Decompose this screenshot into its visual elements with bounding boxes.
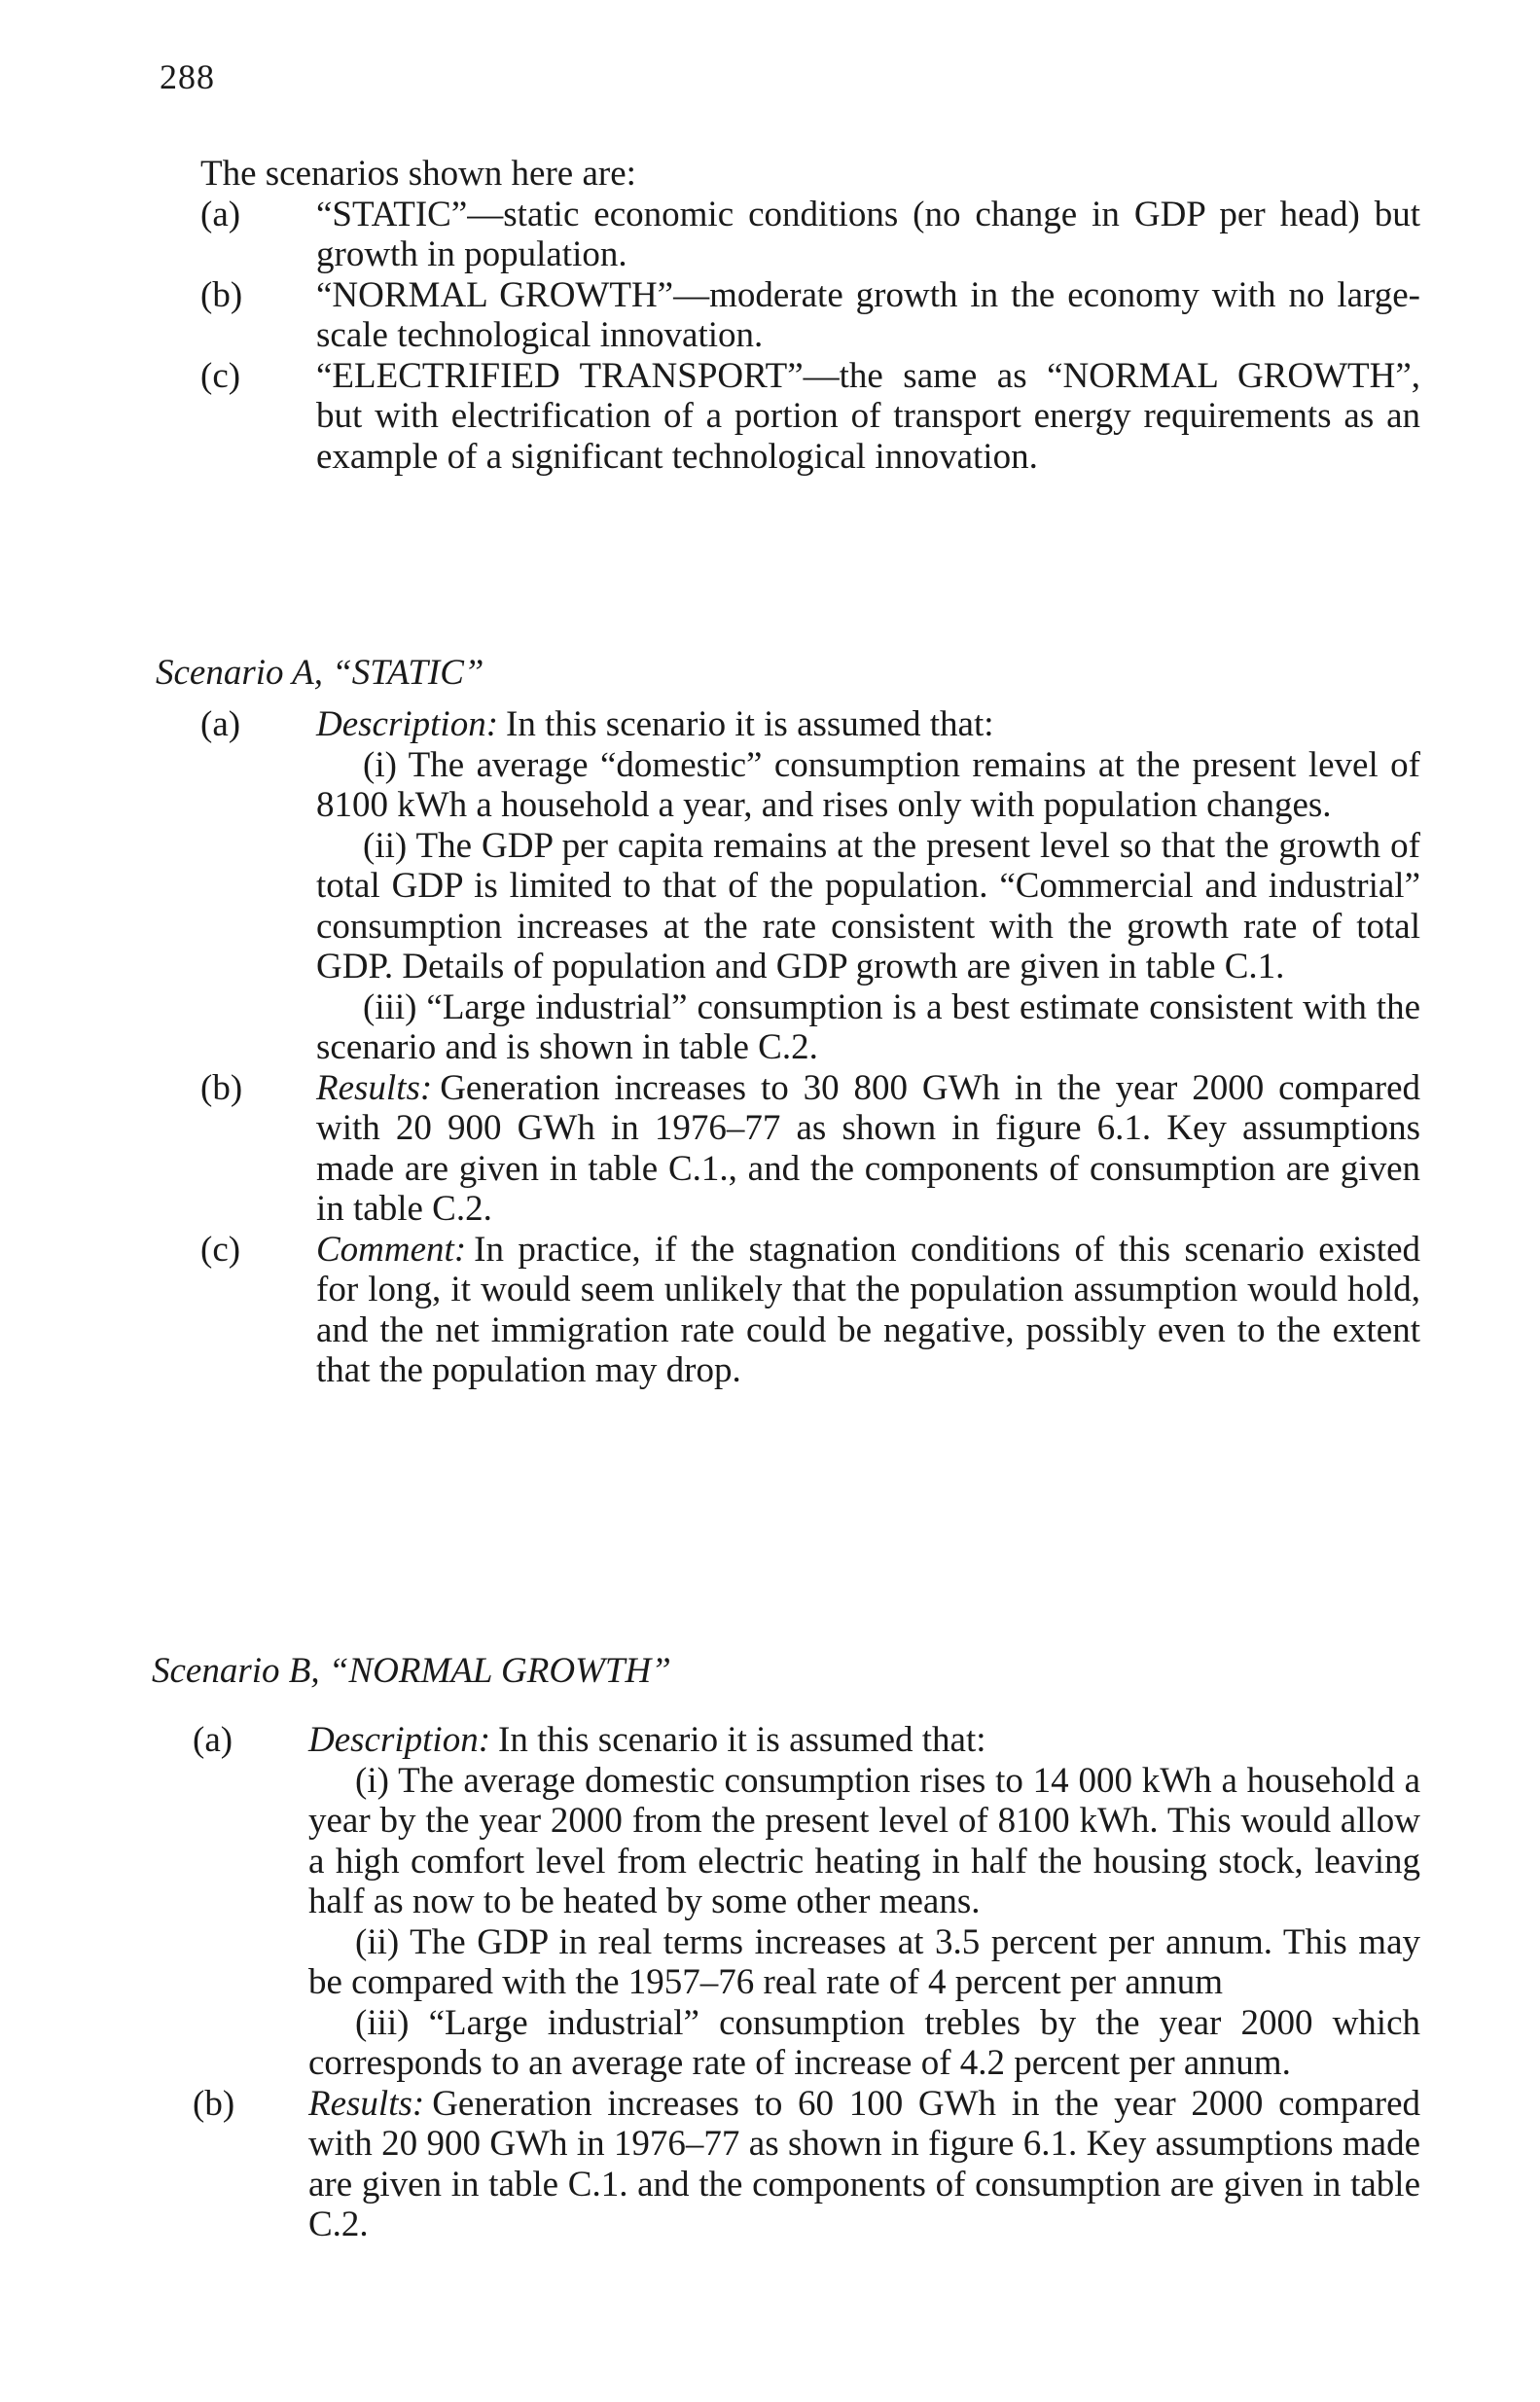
scenario-a-point-iii <box>316 987 1420 1068</box>
results-title: Results: <box>308 2083 425 2124</box>
scenario-b-description <box>193 1720 1420 1761</box>
intro-item-c <box>200 356 1420 478</box>
point-text: The GDP per capita remains at the present level so that the growth of total GDP is limited to that of the population. “Commercial and industrial” consumption increases at the rate consistent with the growth rate of total GDP. Details of population and GDP growth are given in table C.1. <box>316 825 1420 986</box>
page-number: 288 <box>160 57 215 96</box>
point-text: “Large industrial” consumption trebles by the year 2000 which corresponds to an average rate of increase of 4.2 percent per annum. <box>308 2002 1421 2083</box>
comment-title: Comment: <box>316 1229 467 1270</box>
item-label: (b) <box>193 2083 235 2124</box>
intro-item-b <box>200 275 1420 356</box>
description-title: Description: <box>316 704 499 744</box>
point-text: The average “domestic” consumption remains at the present level of 8100 kWh a household a year, and rises only with population changes. <box>316 744 1420 825</box>
results-title: Results: <box>316 1067 433 1108</box>
description-lead: In this scenario it is assumed that: <box>498 1720 986 1760</box>
scenario-a-section <box>200 704 1420 1391</box>
point-label: (i) <box>355 1760 389 1801</box>
scenario-b-section <box>193 1720 1420 2245</box>
point-label: (i) <box>363 744 397 785</box>
item-label: (c) <box>200 1229 241 1270</box>
intro-lead: The scenarios shown here are: <box>200 154 636 194</box>
description-lead: In this scenario it is assumed that: <box>506 704 994 744</box>
intro-section <box>200 154 1420 477</box>
item-label: (a) <box>200 704 241 744</box>
scenario-b-point-i <box>308 1761 1420 1922</box>
item-text: “STATIC”—static economic conditions (no change in GDP per head) but growth in population. <box>316 194 1420 274</box>
scenario-a-point-ii <box>316 826 1420 987</box>
point-text: “Large industrial” consumption is a best estimate consistent with the scenario and is shown in table C.2. <box>316 986 1420 1067</box>
scenario-a-description <box>200 704 1420 745</box>
scenario-a-results <box>200 1068 1420 1230</box>
scenario-b-results <box>193 2084 1420 2245</box>
scenario-b-point-ii <box>308 1922 1420 2003</box>
comment-text: In practice, if the stagnation conditions of this scenario existed for long, it would seem unlikely that the population assumption would hold, and the net immigration rate could be negative, possibly even to the extent that the population may drop. <box>316 1229 1420 1390</box>
results-text: Generation increases to 30 800 GWh in the year 2000 compared with 20 900 GWh in 1976–77 as shown in figure 6.1. Key assumptions made are given in table C.1., and the components of consumption are given in table C.2. <box>316 1067 1420 1229</box>
scenario-a-heading: Scenario A, “STATIC” <box>156 653 484 693</box>
intro-item-a <box>200 195 1420 275</box>
item-label: (b) <box>200 274 243 315</box>
point-label: (iii) <box>355 2002 410 2043</box>
description-title: Description: <box>308 1720 491 1760</box>
results-text: Generation increases to 60 100 GWh in the year 2000 compared with 20 900 GWh in 1976–77 as shown in figure 6.1. Key assumptions made are given in table C.1. and the components of consumption are given in table C.2. <box>308 2083 1420 2244</box>
point-label: (ii) <box>363 825 408 866</box>
scenario-a-points <box>200 745 1420 1068</box>
item-label: (c) <box>200 355 241 396</box>
item-text: “ELECTRIFIED TRANSPORT”—the same as “NORMAL GROWTH”, but with electrification of a portion of transport energy requirements as an example of a significant technological innovation. <box>316 355 1420 477</box>
item-label: (a) <box>193 1720 233 1760</box>
point-label: (iii) <box>363 986 417 1027</box>
point-label: (ii) <box>355 1921 400 1962</box>
point-text: The GDP in real terms increases at 3.5 percent per annum. This may be compared with the 1957–76 real rate of 4 percent per annum <box>308 1921 1420 2002</box>
scenario-a-comment <box>200 1230 1420 1391</box>
item-label: (a) <box>200 194 241 234</box>
item-text: “NORMAL GROWTH”—moderate growth in the economy with no large-scale technological innovation. <box>316 274 1420 355</box>
scenario-b-points <box>193 1761 1420 2084</box>
scenario-a-point-i <box>316 745 1420 826</box>
point-text: The average domestic consumption rises to 14 000 kWh a household a year by the year 2000 from the present level of 8100 kWh. This would allow a high comfort level from electric heating in half the housing stock, leaving half as now to be heated by some other means. <box>308 1760 1420 1921</box>
scenario-b-point-iii <box>308 2003 1420 2084</box>
item-label: (b) <box>200 1067 243 1108</box>
scenario-b-heading: Scenario B, “NORMAL GROWTH” <box>152 1651 671 1691</box>
